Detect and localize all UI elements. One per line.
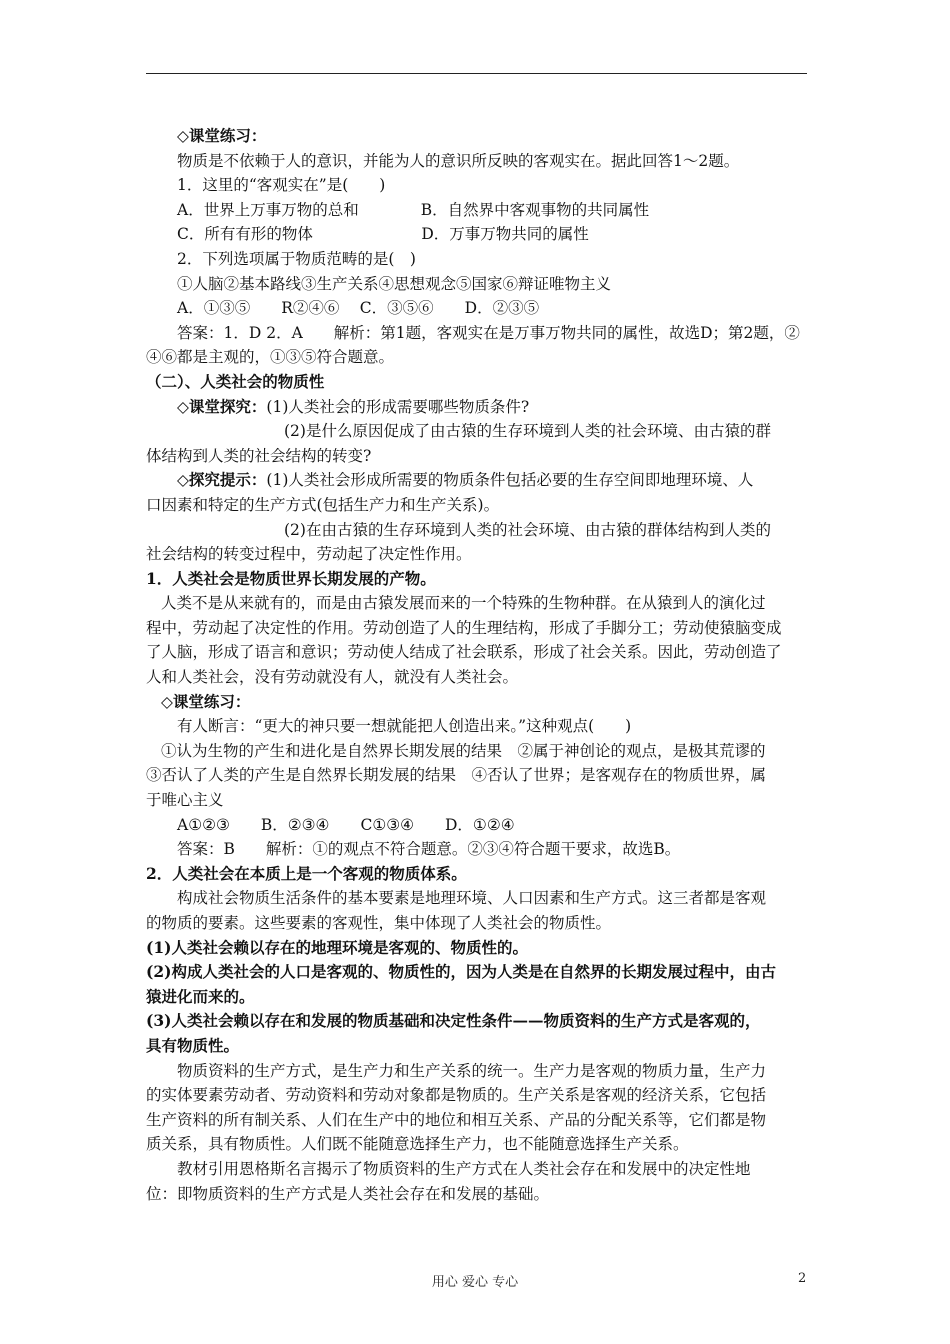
text-line: 答案：1．D 2．A 解析：第1题，客观实在是万事万物共同的属性，故选D；第2题，②: [177, 323, 800, 342]
text-line: 生产资料的所有制关系、人们在生产中的地位和相互关系、产品的分配关系等，它们都是物: [146, 1110, 767, 1129]
text-line: 于唯心主义: [146, 791, 224, 810]
text-line: 社会结构的转变过程中，劳动起了决定性作用。: [146, 545, 472, 564]
text-line: 2．下列选项属于物质范畴的是( ): [177, 249, 416, 268]
text-line: 的实体要素劳动者、劳动资料和劳动对象都是物质的。生产关系是客观的经济关系，它包括: [146, 1086, 767, 1105]
text-line: (2)在由古猿的生存环境到人类的社会环境、由古猿的群体结构到人类的: [284, 520, 771, 539]
header-rule: [146, 73, 807, 74]
text-line: (3)人类社会赖以存在和发展的物质基础和决定性条件——物质资料的生产方式是客观的，: [146, 1011, 761, 1031]
line-rest: (1)人类社会形成所需要的物质条件包括必要的生存空间即地理环境、人: [266, 471, 754, 490]
text-line: 猿进化而来的。: [146, 986, 255, 1006]
text-line: 教材引用恩格斯名言揭示了物质资料的生产方式在人类社会存在和发展中的决定性地: [177, 1159, 751, 1178]
text-line: A．①③⑤ R②④⑥ C．③⑤⑥ D．②③⑤: [177, 299, 540, 318]
label-prefix: ◇课堂探究：: [177, 396, 267, 416]
text-line: ◇课堂练习：: [161, 691, 251, 711]
text-line: ④⑥都是主观的，①③⑤符合题意。: [146, 348, 395, 367]
text-line: (1)人类社会赖以存在的地理环境是客观的、物质性的。: [146, 937, 528, 957]
text-line: [146, 468, 808, 493]
text-line: 1．人类社会是物质世界长期发展的产物。: [146, 568, 436, 588]
document-body: [146, 124, 808, 1206]
text-line: (2)构成人类社会的人口是客观的、物质性的，因为人类是在自然界的长期发展过程中，由古: [146, 962, 776, 982]
text-line: 2．人类社会在本质上是一个客观的物质体系。: [146, 863, 467, 883]
text-line: 物质资料的生产方式，是生产力和生产关系的统一。生产力是客观的物质力量，生产力: [177, 1061, 767, 1080]
text-line: 构成社会物质生活条件的基本要素是地理环境、人口因素和生产方式。这三者都是客观: [177, 889, 767, 908]
text-line: 了人脑，形成了语言和意识；劳动使人结成了社会联系，形成了社会关系。因此，劳动创造了: [146, 643, 782, 662]
text-line: ①认为生物的产生和进化是自然界长期发展的结果 ②属于神创论的观点，是极其荒谬的: [161, 741, 766, 760]
text-line: 具有物质性。: [146, 1035, 240, 1055]
text-line: 质关系，具有物质性。人们既不能随意选择生产力，也不能随意选择生产关系。: [146, 1135, 689, 1154]
text-line: 答案：B 解析：①的观点不符合题意。②③④符合题干要求，故选B。: [177, 840, 681, 859]
text-line: 程中，劳动起了决定性的作用。劳动创造了人的生理结构，形成了手脚分工；劳动使猿脑变成: [146, 618, 782, 637]
text-line: 人类不是从来就有的，而是由古猿发展而来的一个特殊的生物种群。在从猿到人的演化过: [161, 594, 766, 613]
text-line: ◇课堂练习：: [177, 126, 267, 145]
text-line: ③否认了人类的产生是自然界长期发展的结果 ④否认了世界；是客观存在的物质世界，属: [146, 766, 767, 785]
text-line: 口因素和特定的生产方式(包括生产力和生产关系)。: [146, 495, 500, 514]
page-number: 2: [798, 1271, 807, 1286]
text-line: 体结构到人类的社会结构的转变?: [146, 446, 372, 465]
text-line: [146, 395, 808, 420]
text-line: 有人断言：“更大的神只要一想就能把人创造出来。”这种观点( ): [177, 717, 632, 736]
text-line: 的物质的要素。这些要素的客观性，集中体现了人类社会的物质性。: [146, 914, 612, 932]
text-line: （二）、人类社会的物质性: [146, 371, 325, 391]
text-line: A．世界上万事万物的总和 B．自然界中客观事物的共同属性: [177, 200, 650, 219]
text-line: 人和人类社会，没有劳动就没有人，就没有人类社会。: [146, 668, 519, 687]
text-line: 位：即物质资料的生产方式是人类社会存在和发展的基础。: [146, 1184, 550, 1203]
text-line: (2)是什么原因促成了由古猿的生存环境到人类的社会环境、由古猿的群: [284, 422, 771, 441]
text-line: ①人脑②基本路线③生产关系④思想观念⑤国家⑥辩证唯物主义: [177, 274, 612, 293]
line-rest: (1)人类社会的形成需要哪些物质条件?: [266, 397, 530, 416]
text-line: A①②③ B．②③④ C①③④ D．①②④: [177, 815, 515, 834]
label-prefix: ◇探究提示：: [177, 470, 267, 490]
footer-motto: 用心 爱心 专心: [431, 1275, 519, 1290]
text-line: 物质是不依赖于人的意识，并能为人的意识所反映的客观实在。据此回答1～2题。: [177, 151, 740, 170]
text-line: C．所有有形的物体 D．万事万物共同的属性: [177, 225, 589, 244]
text-line: 1．这里的“客观实在”是( ): [177, 176, 386, 195]
